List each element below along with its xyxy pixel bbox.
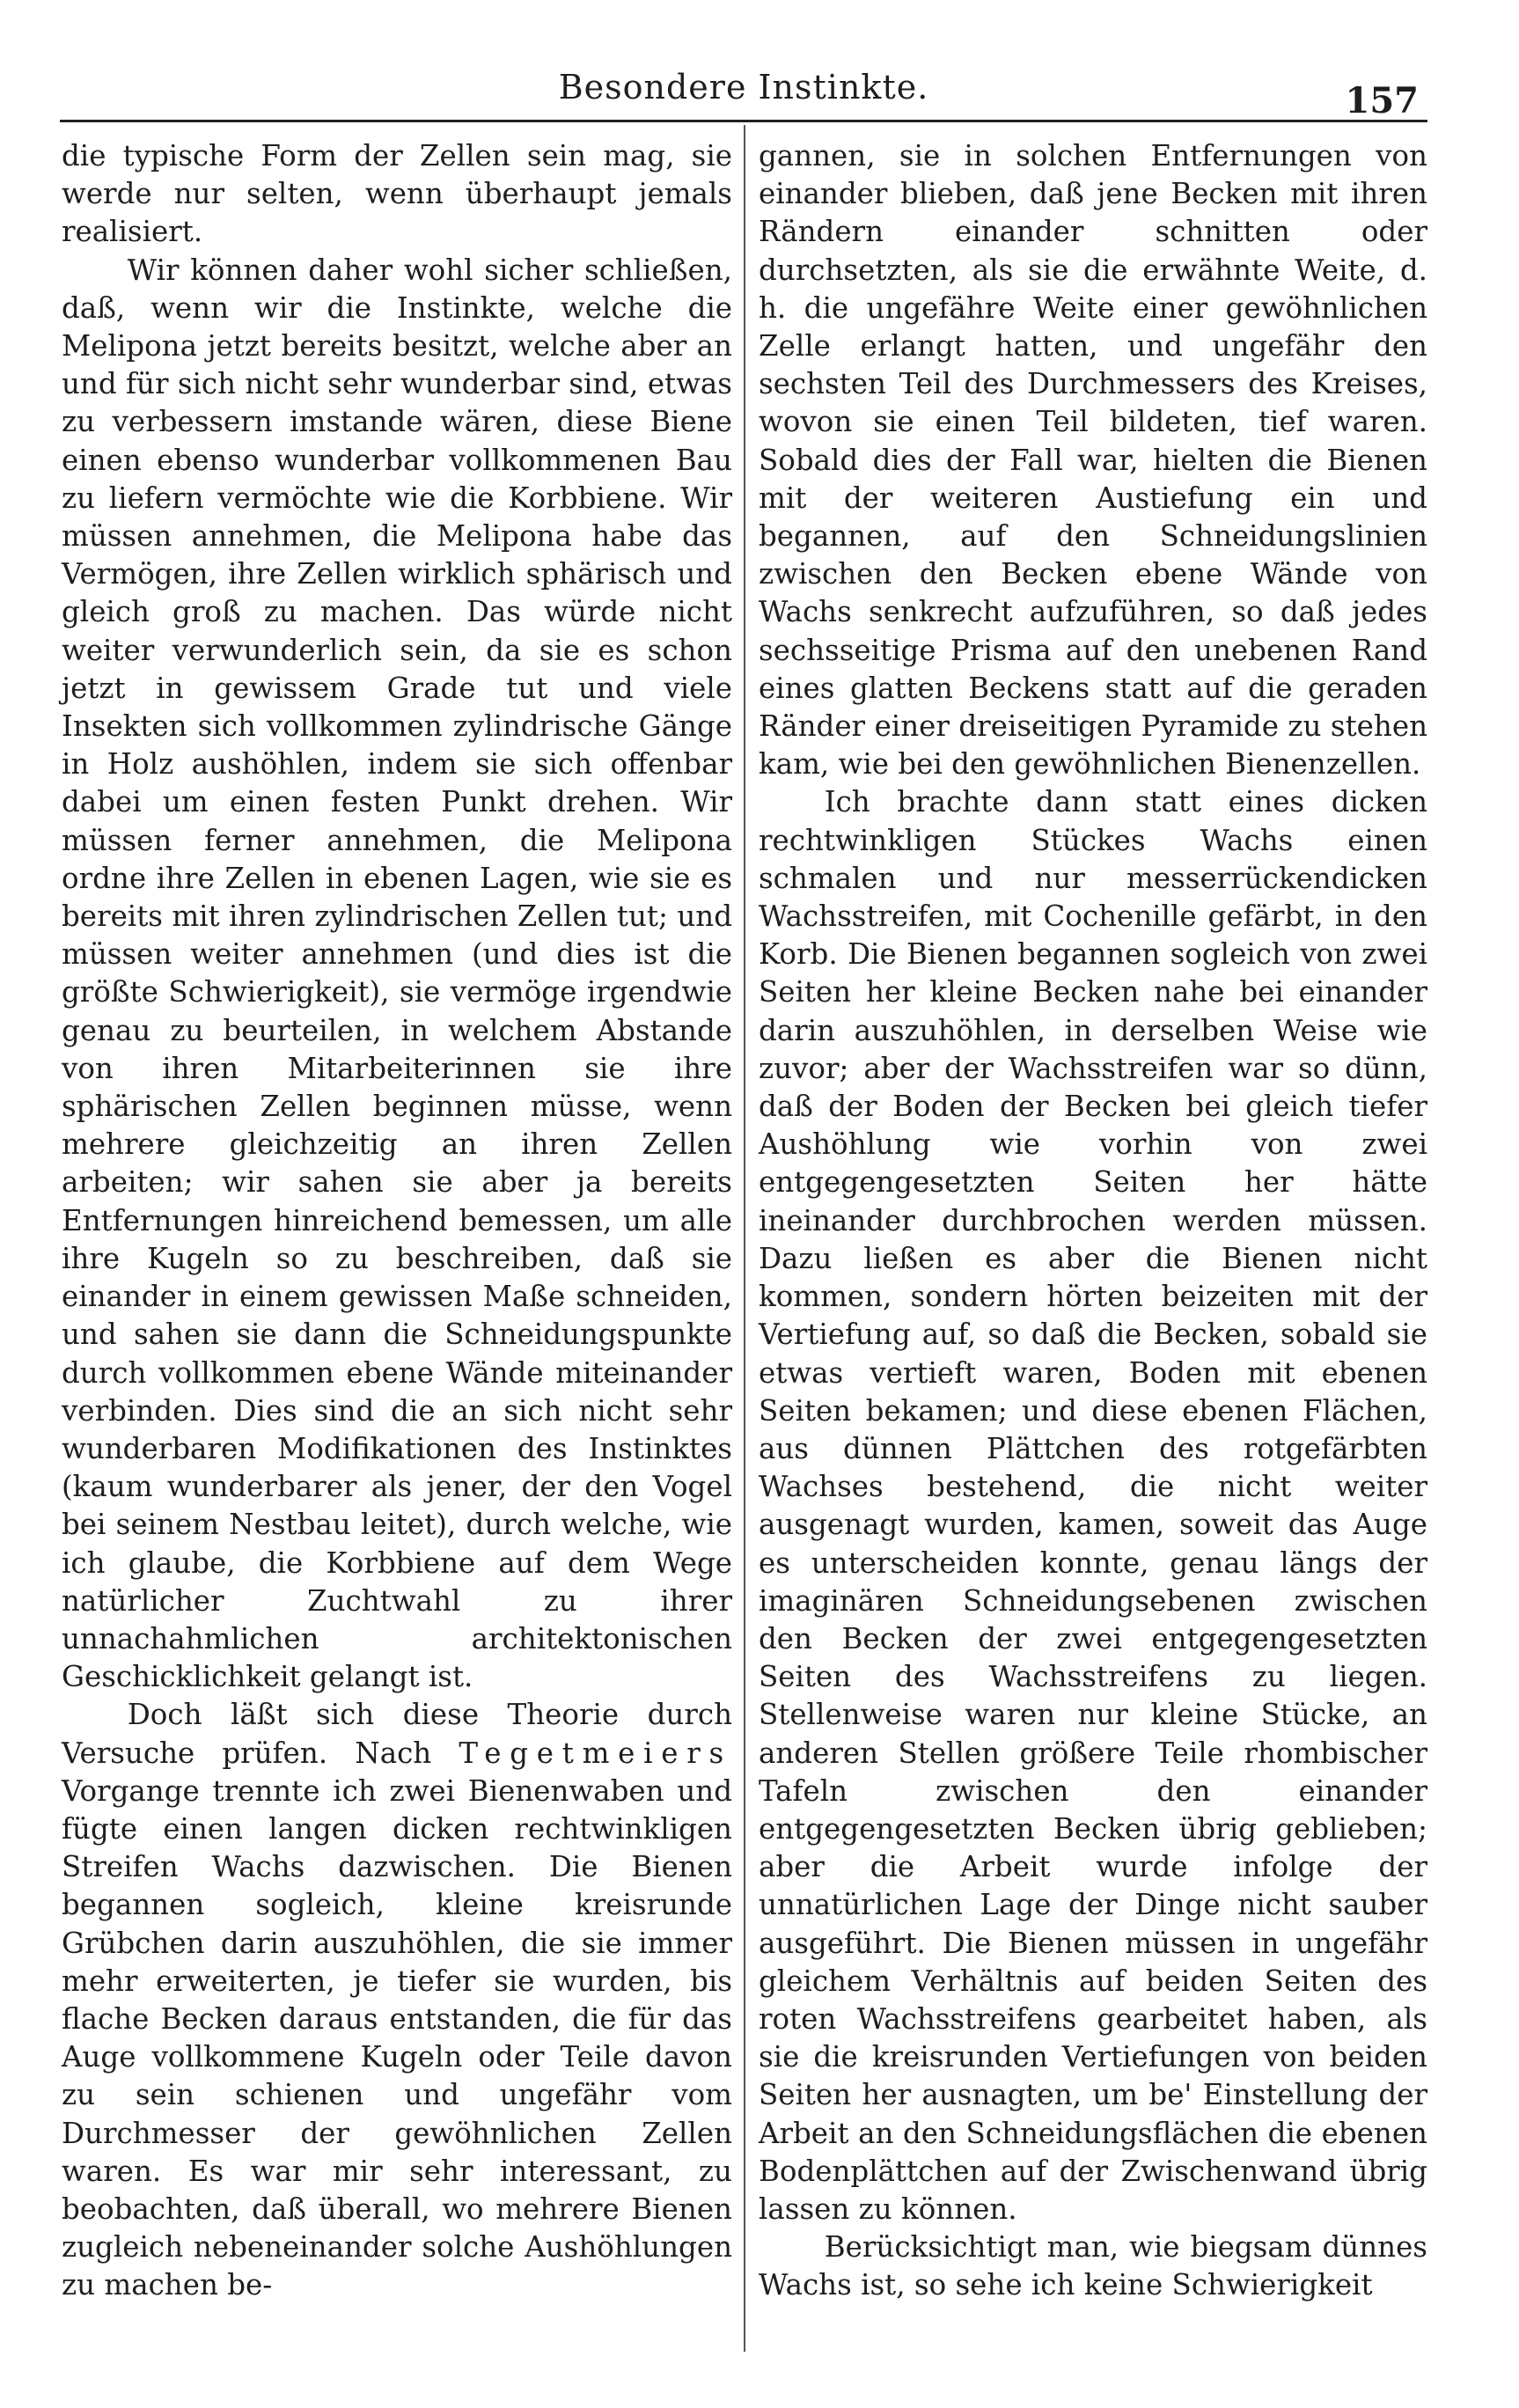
paragraph: die typische Form der Zellen sein mag, sie werde nur selten, wenn überhaupt jemals realisiert. <box>62 139 732 249</box>
text-run: Doch läßt sich diese Theorie durch Versuche prüfen. Nach <box>62 1698 732 1770</box>
paragraph: Wir können daher wohl sicher schließen, daß, wenn wir die Instinkte, welche die Melipona jetzt bereits besitzt, welche aber an und für sich nicht sehr wunderbar sind, etwas zu verbessern imstande wären, diese Biene einen ebenso wunderbar vollkommenen Bau zu liefern vermöchte wie die Korbbiene. Wir müssen annehmen, die Melipona habe das Vermögen, ihre Zellen wirklich sphärisch und gleich groß zu machen. Das würde nicht weiter verwunderlich sein, da sie es schon jetzt in gewissem Grade tut und viele Insekten sich vollkommen zylindrische Gänge in Holz aushöhlen, indem sie sich offenbar dabei um einen festen Punkt drehen. Wir müssen ferner annehmen, die Melipona ordne ihre Zellen in ebenen Lagen, wie sie es bereits mit ihren zylindrischen Zellen tut; und müssen weiter annehmen (und dies ist die größte Schwierigkeit), sie vermöge irgendwie genau zu beurteilen, in welchem Abstande von ihren Mitarbeiterinnen sie ihre sphärischen Zellen beginnen müsse, wenn mehrere gleichzeitig an ihren Zellen arbeiten; wir sahen sie aber ja bereits Entfernungen hinreichend bemessen, um alle ihre Kugeln so zu beschreiben, daß sie einander in einem gewissen Maße schneiden, und sahen sie dann die Schneidungspunkte durch vollkommen ebene Wände miteinander verbinden. Dies sind die an sich nicht sehr wunderbaren Modifikationen des Instinktes (kaum wunderbarer als jener, der den Vogel bei seinem Nestbau leitet), durch welche, wie ich glaube, die Korbbiene auf dem Wege natürlicher Zuchtwahl zu ihrer unnachahmlichen architektonischen Geschicklichkeit gelangt ist. <box>62 253 732 1694</box>
spaced-name: Tegetmeiers <box>459 1736 732 1770</box>
right-column <box>759 137 1427 2305</box>
page-number: 157 <box>1345 80 1419 121</box>
running-head <box>62 56 1426 121</box>
paragraph <box>62 1696 732 2304</box>
paragraph: Berücksichtigt man, wie biegsam dünnes Wachs ist, so sehe ich keine Schwierigkeit <box>759 2230 1427 2302</box>
paragraph: gannen, sie in solchen Entfernungen von einander blieben, daß jene Becken mit ihren Rändern einander schnitten oder durchsetzten, als sie die erwähnte Weite, d. h. die ungefähre Weite einer gewöhnlichen Zelle erlangt hatten, und ungefähr den sechsten Teil des Durchmessers des Kreises, wovon sie einen Teil bildeten, tief waren. Sobald dies der Fall war, hielten die Bienen mit der weiteren Austiefung ein und begannen, auf den Schneidungslinien zwischen den Becken ebene Wände von Wachs senkrecht aufzuführen, so daß jedes sechsseitige Prisma auf den unebenen Rand eines glatten Beckens statt auf die geraden Ränder einer dreiseitigen Pyramide zu stehen kam, wie bei den gewöhnlichen Bienenzellen. <box>759 139 1427 782</box>
left-column <box>62 137 732 2305</box>
column-divider <box>744 125 745 2352</box>
running-title: Besondere Instinkte. <box>558 68 929 106</box>
header-rule <box>60 120 1427 122</box>
text-run: Vorgange trennte ich zwei Bienenwaben und fügte einen langen dicken rechtwinkligen Streifen Wachs dazwischen. Die Bienen begannen sogleich, kleine kreisrunde Grübchen darin auszuhöhlen, die sie immer mehr erweiterten, je tiefer sie wurden, bis flache Becken daraus entstanden, die für das Auge vollkommene Kugeln oder Teile davon zu sein schienen und ungefähr vom Durchmesser der gewöhnlichen Zellen waren. Es war mir sehr interessant, zu beobachten, daß überall, wo mehrere Bienen zugleich nebeneinander solche Aushöhlungen zu machen be- <box>62 1773 732 2302</box>
paragraph: Ich brachte dann statt eines dicken rechtwinkligen Stückes Wachs einen schmalen und nur messerrückendicken Wachsstreifen, mit Cochenille gefärbt, in den Korb. Die Bienen begannen sogleich von zwei Seiten her kleine Becken nahe bei einander darin auszuhöhlen, in derselben Weise wie zuvor; aber der Wachsstreifen war so dünn, daß der Boden der Becken bei gleich tiefer Aushöhlung wie vorhin von zwei entgegengesetzten Seiten her hätte ineinander durchbrochen werden müssen. Dazu ließen es aber die Bienen nicht kommen, sondern hörten beizeiten mit der Vertiefung auf, so daß die Becken, sobald sie etwas vertieft waren, Boden mit ebenen Seiten bekamen; und diese ebenen Flächen, aus dünnen Plättchen des rotgefärbten Wachses bestehend, die nicht weiter ausgenagt wurden, kamen, soweit das Auge es unterscheiden konnte, genau längs der imaginären Schneidungsebenen zwischen den Becken der zwei entgegengesetzten Seiten des Wachsstreifens zu liegen. Stellenweise waren nur kleine Stücke, an anderen Stellen größere Teile rhombischer Tafeln zwischen den einander entgegengesetzten Becken übrig geblieben; aber die Arbeit wurde infolge der unnatürlichen Lage der Dinge nicht sauber ausgeführt. Die Bienen müssen in ungefähr gleichem Verhältnis auf beiden Seiten des roten Wachsstreifens gearbeitet haben, als sie die kreisrunden Vertiefungen von beiden Seiten her ausnagten, um be' Einstellung der Arbeit an den Schneidungsflächen die ebenen Bodenplättchen auf der Zwischenwand übrig lassen zu können. <box>759 785 1427 2226</box>
